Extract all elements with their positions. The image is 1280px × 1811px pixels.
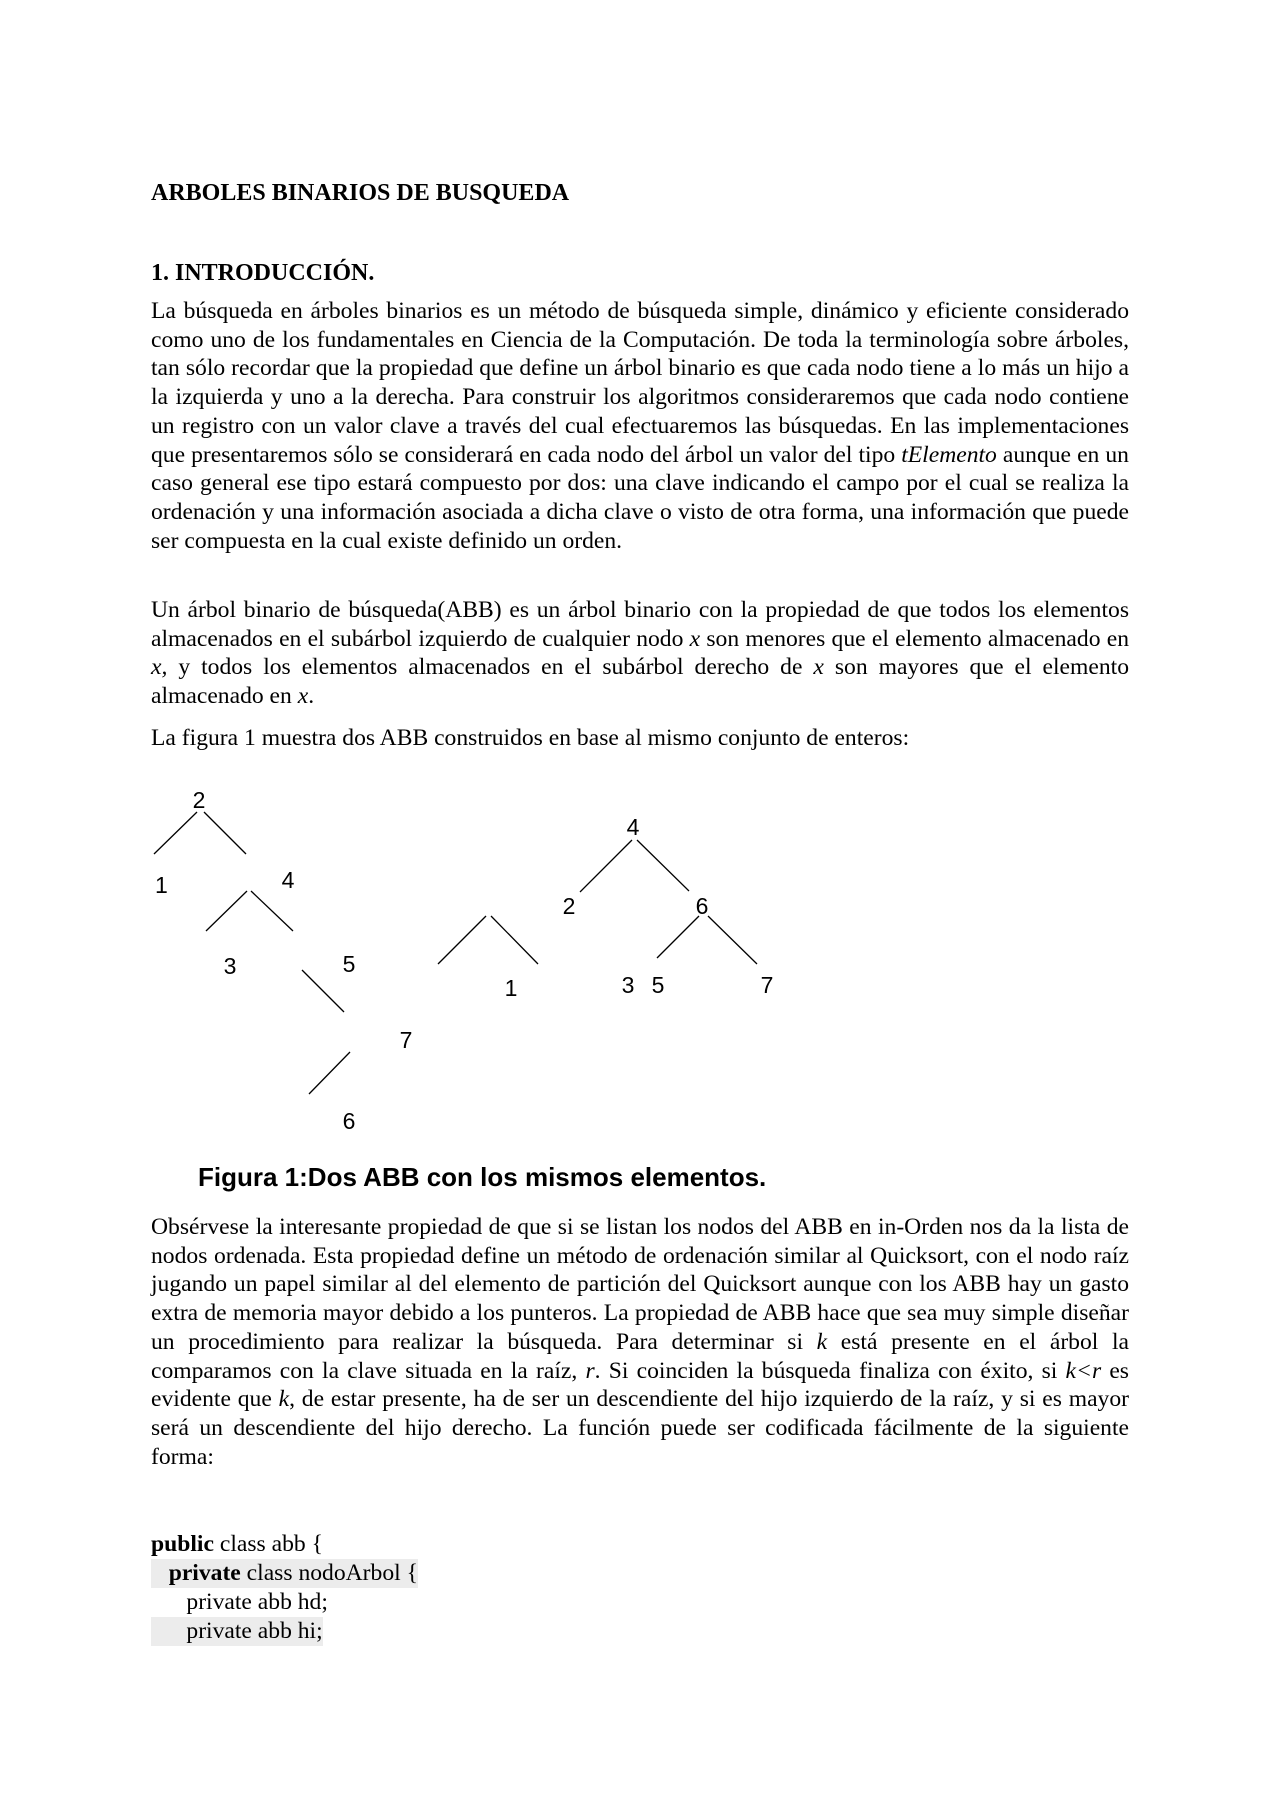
code-text: class abb { <box>213 1531 323 1557</box>
paragraph-abb-definition <box>151 596 1129 711</box>
text-run: . Si coinciden la búsqueda finaliza con éxito, si <box>594 1357 1066 1384</box>
italic-var: k<r <box>1065 1357 1102 1384</box>
tree1-node: 6 <box>342 1108 356 1134</box>
italic-var: k <box>816 1328 828 1355</box>
edge <box>657 916 699 958</box>
code-block <box>151 1530 418 1646</box>
paragraph-figure-intro: La figura 1 muestra dos ABB construidos en base al mismo conjunto de enteros: <box>151 725 910 751</box>
text-run: es evidente que <box>151 1357 1129 1413</box>
paragraph-intro <box>151 297 1129 555</box>
text-run: y todos los elementos almacenados en el subárbol derecho de <box>167 654 814 681</box>
italic-var: k <box>278 1386 290 1413</box>
edge <box>491 916 538 964</box>
tree1-node: 1 <box>155 872 168 898</box>
code-indent <box>151 1560 169 1586</box>
italic-var: x <box>297 683 309 710</box>
tree1-node: 3 <box>223 953 237 979</box>
text-run: son mayores que el elemento almacenado en <box>151 654 1129 710</box>
tree1-node: 5 <box>342 951 356 977</box>
code-line <box>151 1530 418 1559</box>
section-heading: 1. INTRODUCCIÓN. <box>151 260 375 286</box>
edge <box>206 891 247 931</box>
edge <box>580 840 632 892</box>
tree1-node: 2 <box>192 787 206 813</box>
code-line <box>151 1559 418 1588</box>
tree2-node: 2 <box>562 893 576 919</box>
edge <box>251 891 293 931</box>
tree1-node: 7 <box>399 1027 413 1053</box>
figure-caption: Figura 1:Dos ABB con los mismos elementos. <box>198 1162 767 1192</box>
edge <box>309 1052 350 1094</box>
text-run: está presente en el árbol la comparamos con la clave situada en la raíz, <box>151 1328 1129 1384</box>
text-run: son menores que el elemento almacenado en <box>700 625 1129 652</box>
code-keyword: public <box>151 1531 214 1557</box>
tree2-node: 6 <box>695 893 709 919</box>
code-line: private abb hi; <box>151 1618 323 1644</box>
italic-term: tElemento <box>901 441 997 468</box>
text-run: , de estar presente, ha de ser un descendiente del hijo izquierdo de la raíz, y si es mayor será un descendiente del hijo derecho. La función puede ser codificada fácilmente de la siguiente forma: <box>151 1386 1129 1470</box>
italic-var: x <box>689 625 701 652</box>
tree2-node: 5 <box>651 972 665 998</box>
tree2-node: 3 <box>621 972 635 998</box>
document-title: ARBOLES BINARIOS DE BUSQUEDA <box>151 180 570 206</box>
text-run: aunque en un caso general ese tipo estará compuesto por dos: una clave indicando el campo por el cual se realiza la ordenación y una información asociada a dicha clave o visto de otra forma, una información que puede ser compuesta en la cual existe definido un orden. <box>151 441 1129 554</box>
tree2-node: 4 <box>626 814 640 840</box>
edge <box>154 812 197 854</box>
edge <box>204 812 246 854</box>
code-line: private abb hd; <box>151 1589 328 1615</box>
italic-var: r <box>585 1357 595 1384</box>
edge <box>302 970 344 1012</box>
text-run: . <box>308 683 315 710</box>
paragraph-inorder <box>151 1213 1129 1471</box>
tree1-node: 4 <box>281 867 295 893</box>
edge <box>438 916 486 964</box>
code-keyword: private <box>168 1560 241 1586</box>
italic-var: x <box>813 654 824 681</box>
figure-trees <box>151 778 851 1138</box>
tree2-node: 1 <box>504 975 518 1001</box>
text-run: Obsérvese la interesante propiedad de que si se listan los nodos del ABB en in-Orden nos da la lista de nodos ordenada. Esta propiedad define un método de ordenación similar al Quicksort, con el nodo raíz jugando un papel similar al del elemento de partición del Quicksort aunque con los ABB hay un gasto extra de memoria mayor debido a los punteros. La propiedad de ABB hace que sea muy simple diseñar un procedimiento para realizar la búsqueda. Para determinar si <box>151 1214 1129 1355</box>
text-run: La búsqueda en árboles binarios es un método de búsqueda simple, dinámico y eficiente considerado como uno de los fundamentales en Ciencia de la Computación. De toda la terminología sobre árboles, tan sólo recordar que la propiedad que define un árbol binario es que cada nodo tiene a lo más un hijo a la izquierda y uno a la derecha. Para construir los algoritmos consideraremos que cada nodo contiene un registro con un valor clave a través del cual efectuaremos las búsquedas. En las implementaciones que presentaremos sólo se considerará en cada nodo del árbol un valor del tipo <box>151 298 1129 468</box>
text-run: Un árbol binario de búsqueda(ABB) es un árbol binario con la propiedad de que todos los elementos almacenados en el subárbol izquierdo de cualquier nodo <box>151 597 1129 652</box>
edge <box>637 840 689 891</box>
tree2-node: 7 <box>760 972 774 998</box>
code-text: class nodoArbol { <box>240 1560 418 1586</box>
italic-var: x, <box>151 654 168 681</box>
trees-diagram <box>151 778 851 1138</box>
edge <box>708 916 757 964</box>
